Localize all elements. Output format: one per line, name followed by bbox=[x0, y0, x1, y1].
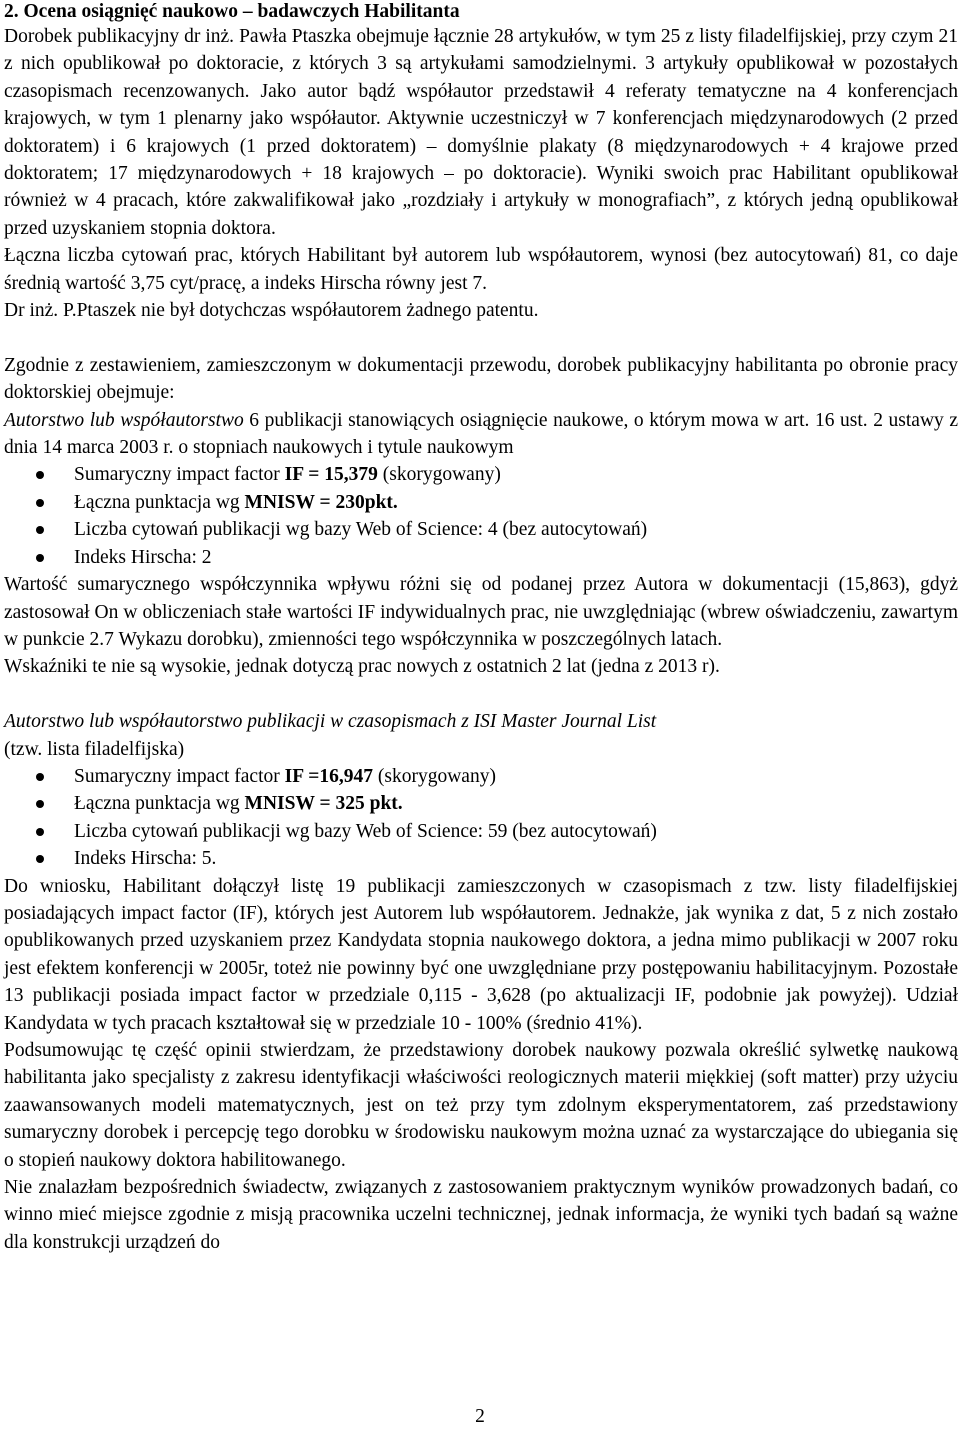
section2-title: Autorstwo lub współautorstwo publikacji w czasopismach z ISI Master Journal List bbox=[4, 711, 657, 733]
section1-bullet-item: Indeks Hirscha: 2 bbox=[4, 544, 958, 571]
section2-after-paragraph: Do wniosku, Habilitant dołączył listę 19 publikacji zamieszczonych w czasopismach z tzw. listy filadelfijskiej posiadających impact factor (IF), których jest Autorem lub współautorem. Jednakże, jak wynika z dat, 5 z nich zostało opublikowanych przed uzyskaniem przez Kandydata stopnia naukowego doktora, a jedna mimo publikacji w 2007 roku jest efektem konferencji w 2005r, toteż nie powinny być one uwzględniane przy postępowaniu habilitacyjnym. Pozostałe 13 publikacji posiada impact factor w przedziale 0,115 - 3,628 (po aktualizacji IF, podobnie jak powyżej). Udział Kandydata w tych pracach kształtował się w przedziale 10 - 100% (średnio 41%). bbox=[4, 875, 958, 1034]
section1-bullet-item: Liczba cytowań publikacji wg bazy Web of Science: 4 (bez autocytowań) bbox=[4, 516, 958, 543]
document-page bbox=[4, 0, 958, 1256]
intro-paragraph: Dorobek publikacyjny dr inż. Pawła Ptaszka obejmuje łącznie 28 artykułów, w tym 25 z listy filadelfijskiej, przy czym 21 z nich opublikował po doktoracie, z których 3 są artykułami samodzielnymi. 3 artykuły opublikował w pozostałych czasopismach recenzowanych. Jako autor bądź współautor przedstawił 4 referaty tematyczne na 4 konferencjach krajowych, w tym 1 plenarny jako współautor. Aktywnie uczestniczył w 7 konferencjach międzynarodowych (2 przed doktoratem) i 6 krajowych (1 przed doktoratem) – domyślnie plakaty (8 międzynarodowych + 4 krajowe przed doktoratem; 17 międzynarodowych + 18 krajowych – po doktoracie). Wyniki swoich prac Habilitant opublikował również w 4 pracach, które zakwalifikował jako „rozdziały i artykuły w monografiach”, z których jedną opublikował przed uzyskaniem stopnia doktora. bbox=[4, 26, 958, 239]
page-number: 2 bbox=[475, 1406, 485, 1427]
section1-bullet-item: Łączna punktacja wg MNISW = 230pkt. bbox=[4, 489, 958, 516]
section1-italic-lead: Autorstwo lub współautorstwo bbox=[4, 409, 244, 431]
section1-bullet-list bbox=[4, 461, 958, 571]
section1-statement bbox=[4, 407, 958, 462]
paragraph-gap bbox=[4, 681, 958, 708]
bullet-dot-icon bbox=[36, 499, 44, 507]
final-paragraph: Nie znalazłam bezpośrednich świadectw, związanych z zastosowaniem praktycznym wyników prowadzonych badań, co winno mieć miejsce zgodnie z misją pracownika uczelni technicznej, jednak informacja, że wyniki tych badań są ważne dla konstrukcji urządzeń do bbox=[4, 1177, 958, 1253]
section2-bullet-item: Łączna punktacja wg MNISW = 325 pkt. bbox=[4, 790, 958, 817]
bullet-dot-icon bbox=[36, 800, 44, 808]
section2-bullet-item: Indeks Hirscha: 5. bbox=[4, 845, 958, 872]
section2-subtitle: (tzw. lista filadelfijska) bbox=[4, 738, 185, 760]
citations-paragraph: Łączna liczba cytowań prac, których Habilitant był autorem lub współautorem, wynosi (bez autocytowań) 81, co daje średnią wartość 3,75 cyt/pracę, a indeks Hirscha równy jest 7. bbox=[4, 245, 958, 294]
bullet-dot-icon bbox=[36, 526, 44, 534]
section1-after2-paragraph: Wskaźniki te nie są wysokie, jednak dotyczą prac nowych z ostatnich 2 lat (jedna z 2013 r). bbox=[4, 656, 720, 678]
bullet-dot-icon bbox=[36, 471, 44, 479]
section2-bullet-item: Liczba cytowań publikacji wg bazy Web of Science: 59 (bez autocytowań) bbox=[4, 818, 958, 845]
section-heading: 2. Ocena osiągnięć naukowo – badawczych Habilitanta bbox=[4, 1, 460, 22]
summary-paragraph: Podsumowując tę część opinii stwierdzam, że przedstawiony dorobek naukowy pozwala określić sylwetkę naukową habilitanta jako specjalisty z zakresu identyfikacji właściwości reologicznych materii miękkiej (soft matter) przy użyciu zaawansowanych modeli matematycznych, jest on też przy tym zdolnym eksperymentatorem, zaś przedstawiony sumaryczny dorobek i percepcję tego dorobku w środowisku naukowym można uznać za wystarczające do ubiegania się o stopień naukowy doktora habilitowanego. bbox=[4, 1040, 958, 1171]
patent-paragraph: Dr inż. P.Ptaszek nie był dotychczas współautorem żadnego patentu. bbox=[4, 300, 539, 322]
paragraph-gap bbox=[4, 324, 958, 351]
section1-after-paragraph: Wartość sumarycznego współczynnika wpływu różni się od podanej przez Autora w dokumentacji (15,863), gdyż zastosował On w obliczeniach stałe wartości IF indywidualnych prac, nie uwzględniając (wbrew oświadczeniu, zawartym w punkcie 2.7 Wykazu dorobku), zmienności tego współczynnika w poszczególnych latach. bbox=[4, 574, 958, 650]
bullet-dot-icon bbox=[36, 554, 44, 562]
section2-bullet-item: Sumaryczny impact factor IF =16,947 (skorygowany) bbox=[4, 763, 958, 790]
bullet-dot-icon bbox=[36, 855, 44, 863]
section1-bullet-item: Sumaryczny impact factor IF = 15,379 (skorygowany) bbox=[4, 461, 958, 488]
bullet-dot-icon bbox=[36, 828, 44, 836]
bullet-dot-icon bbox=[36, 773, 44, 781]
section2-bullet-list bbox=[4, 763, 958, 873]
section1-statement-rest: 6 publikacji stanowiących osiągnięcie naukowe, o którym mowa w art. 16 ust. 2 ustawy z dnia 14 marca 2003 r. o stopniach naukowych i tytule naukowym bbox=[4, 409, 958, 459]
section1-lead: Zgodnie z zestawieniem, zamieszczonym w dokumentacji przewodu, dorobek publikacyjny habilitanta po obronie pracy doktorskiej obejmuje: bbox=[4, 354, 958, 404]
